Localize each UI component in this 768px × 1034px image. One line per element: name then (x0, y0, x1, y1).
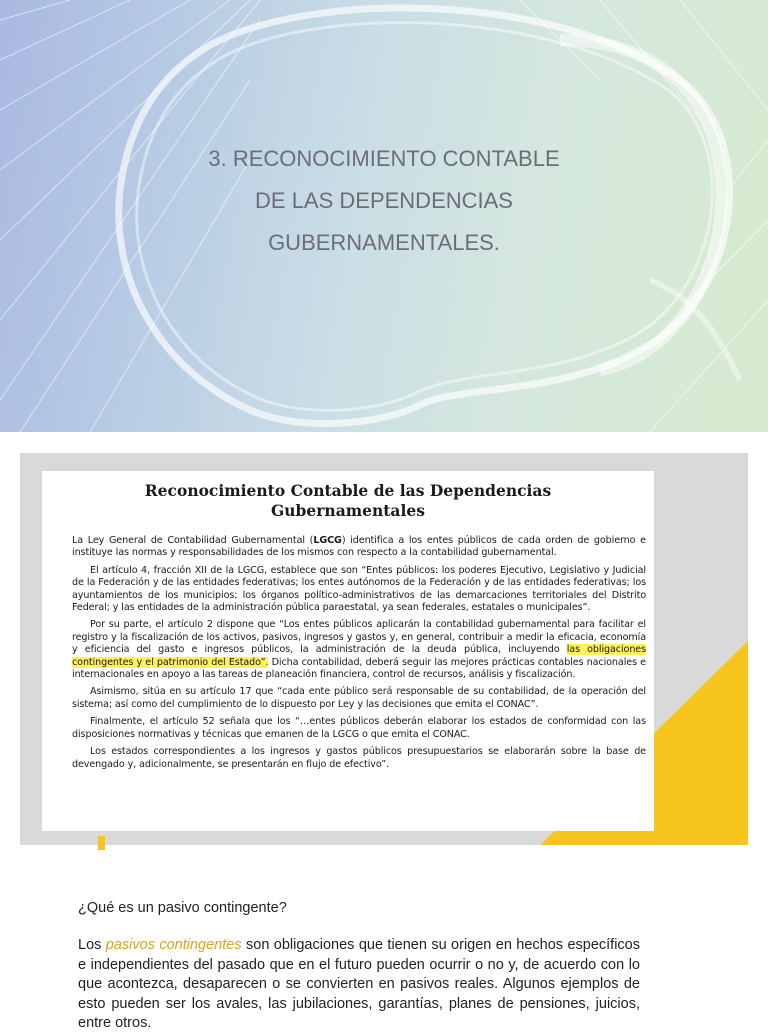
p3-text-b: Dicha contabilidad, deberá seguir las mejores prácticas contables nacionales e internacionales en apoyo a las tareas de planeación financiera, control de recursos, análisis y fiscalización. (72, 656, 646, 681)
title-line-2: DE LAS DEPENDENCIAS (255, 188, 513, 213)
p1-text-b: ) identifica a los entes públicos de cada orden de gobierno e instituye las normas y responsabilidades de los mismos con respecto a la contabilidad gubernamental. (72, 535, 646, 559)
document-body (42, 521, 654, 771)
p3-text-a: Por su parte, el artículo 2 dispone que “Los entes públicos aplicarán la contabilidad gubernamental para facilitar el registro y la fiscalización de los activos, pasivos, ingresos y gastos y, en general, contribuir a medir la eficacia, economía y eficiencia del gasto e ingresos públicos, la administración de la deuda pública, incluyendo (72, 619, 646, 656)
document-heading-line-1: Reconocimiento Contable de las Dependencias (144, 481, 552, 500)
gold-marker (98, 836, 105, 850)
answer-paragraph (78, 936, 640, 1034)
document-page (42, 471, 654, 831)
title-line-1: 3. RECONOCIMIENTO CONTABLE (208, 146, 560, 171)
document-frame (20, 453, 748, 845)
answer-lead: Los (78, 937, 106, 953)
p3-highlight: las obligaciones contingentes y el patrimonio del Estado”. (72, 644, 646, 668)
document-paragraph-1 (72, 535, 646, 560)
p1-text-a: La Ley General de Contabilidad Gubernamental ( (72, 535, 314, 546)
document-paragraph-5: Finalmente, el artículo 52 señala que los “…entes públicos deberán elaborar los estados de conformidad con las disposiciones normativas y técnicas que emanen de la LGCG o que emita el CONAC. (72, 716, 646, 740)
p1-bold: LGCG (313, 535, 342, 546)
answer-term: pasivos contingentes (105, 937, 242, 953)
question-heading: ¿Qué es un pasivo contingente? (78, 900, 287, 916)
title-line-3: GUBERNAMENTALES. (268, 230, 500, 255)
page-title (150, 138, 618, 264)
document-heading (42, 471, 654, 521)
document-paragraph-4: Asimismo, sitúa en su artículo 17 que “cada ente público será responsable de su contabilidad, de la operación del sistema; así como del cumplimiento de lo dispuesto por Ley y las decisiones que emita el CONAC”. (72, 686, 646, 710)
document-paragraph-3 (72, 619, 646, 681)
answer-rest: son obligaciones que tienen su origen en hechos específicos e independientes del pasado que en el futuro pueden ocurrir o no y, de acuerdo con lo que acontezca, desaparecen o se convierten en pasivos reales. Algunos ejemplos de esto pueden ser los avales, las jubilaciones, garantías, planes de pensiones, juicios, entre otros. (78, 937, 641, 1031)
document-heading-line-2: Gubernamentales (271, 501, 425, 520)
document-paragraph-6: Los estados correspondientes a los ingresos y gastos públicos presupuestarios se elaborarán sobre la base de devengado y, adicionalmente, se presentarán en flujo de efectivo”. (72, 746, 646, 770)
title-banner (0, 0, 768, 432)
document-paragraph-2: El artículo 4, fracción XII de la LGCG, establece que son “Entes públicos: los poderes Ejecutivo, Legislativo y Judicial de la Federación y de las entidades federativas; los entes autónomos de la Federación y de las entidades federativas; los ayuntamientos de los municipios; los órganos político-administrativos de las demarcaciones territoriales del Distrito Federal; y las entidades de la administración pública paraestatal, ya sean federales, estatales o municipales”. (72, 564, 646, 614)
